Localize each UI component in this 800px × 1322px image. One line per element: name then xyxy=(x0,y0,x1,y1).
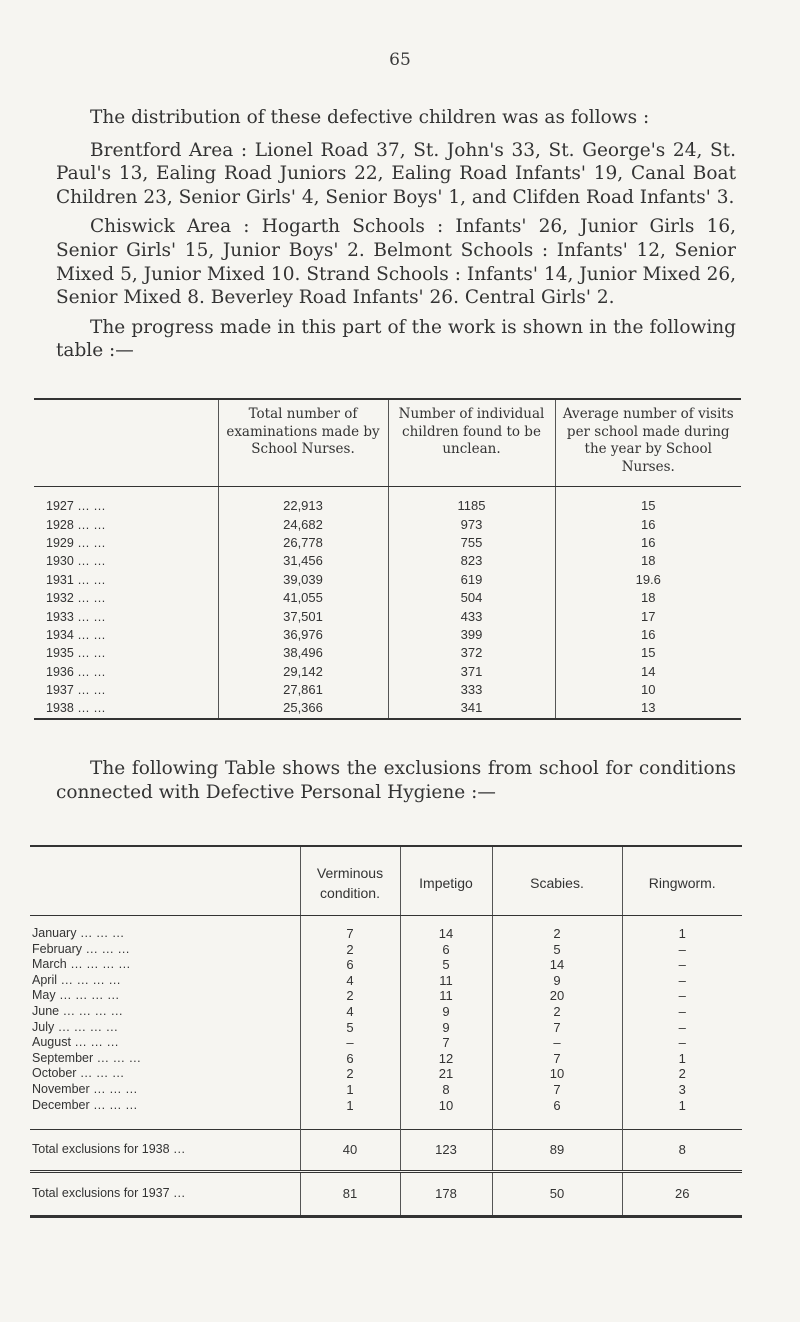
table-row: 1930 … … 31,456 823 18 xyxy=(34,552,741,570)
column-header-unclean-children: Number of individual children found to be unclean. xyxy=(388,399,555,487)
table-row: March … … … … 6 5 14 – xyxy=(30,957,742,973)
column-header-scabies: Scabies. xyxy=(492,846,622,916)
body-text xyxy=(56,106,736,363)
table-row: 1933 … … 37,501 433 17 xyxy=(34,607,741,625)
column-header-verminous: Verminous condition. xyxy=(300,846,400,916)
paragraph-chiswick-area: Chiswick Area : Hogarth Schools : Infants' 26, Junior Girls 16, Senior Girls' 15, Junior Boys' 2. Belmont Schools : Infants' 12, Senior Mixed 5, Junior Mixed 10. Strand Schools : Infants' 14, Junior Mixed 26, Senior Mixed 8. Beverley Road Infants' 26. Central Girls' 2. xyxy=(56,216,736,309)
table-row: November … … … 1 8 7 3 xyxy=(30,1082,742,1098)
table-row: July … … … … 5 9 7 – xyxy=(30,1020,742,1036)
table-row: 1934 … … 36,976 399 16 xyxy=(34,626,741,644)
table-row: 1929 … … 26,778 755 16 xyxy=(34,534,741,552)
table-row: February … … … 2 6 5 – xyxy=(30,942,742,958)
column-header-year xyxy=(34,399,218,487)
table-row: 1935 … … 38,496 372 15 xyxy=(34,644,741,662)
exclusions-table-header xyxy=(30,846,742,916)
table-row: May … … … … 2 11 20 – xyxy=(30,988,742,1004)
table-row: 1937 … … 27,861 333 10 xyxy=(34,681,741,699)
table-row: August … … … – 7 – – xyxy=(30,1035,742,1051)
paragraph-exclusions-intro: The following Table shows the exclusions from school for conditions connected with Defective Personal Hygiene :— xyxy=(56,758,736,803)
table-row: 1936 … … 29,142 371 14 xyxy=(34,663,741,681)
table-row: June … … … … 4 9 2 – xyxy=(30,1004,742,1020)
table-row: December … … … 1 10 6 1 xyxy=(30,1098,742,1130)
table-row: September … … … 6 12 7 1 xyxy=(30,1051,742,1067)
table-row: April … … … … 4 11 9 – xyxy=(30,973,742,989)
exclusions-table xyxy=(30,845,742,1218)
column-header-examinations: Total number of examinations made by School Nurses. xyxy=(218,399,388,487)
table-row: 1932 … … 41,055 504 18 xyxy=(34,589,741,607)
table-row: October … … … 2 21 10 2 xyxy=(30,1066,742,1082)
progress-table xyxy=(34,398,741,720)
page-number: 65 xyxy=(389,50,411,70)
paragraph-progress-intro: The progress made in this part of the work is shown in the following table :— xyxy=(56,316,736,362)
table-row: January … … … 7 14 2 1 xyxy=(30,916,742,942)
table-row: 1927 … … 22,913 1185 15 xyxy=(34,487,741,516)
total-row-1937: Total exclusions for 1937 … 81 178 50 26 xyxy=(30,1172,742,1217)
column-header-month xyxy=(30,846,300,916)
table-row: 1938 … … 25,366 341 13 xyxy=(34,699,741,718)
paragraph-brentford-area: Brentford Area : Lionel Road 37, St. John's 33, St. George's 24, St. Paul's 13, Ealing Road Juniors 22, Ealing Road Infants' 19, Canal Boat Children 23, Senior Girls' 4, Senior Boys' 1, and Clifden Road Infants' 3. xyxy=(56,139,736,208)
table-row: 1931 … … 39,039 619 19.6 xyxy=(34,571,741,589)
column-header-ringworm: Ringworm. xyxy=(622,846,742,916)
column-header-impetigo: Impetigo xyxy=(400,846,492,916)
progress-table-header xyxy=(34,399,741,487)
paragraph-distribution-intro: The distribution of these defective children was as follows : xyxy=(90,107,650,128)
total-row-1938: Total exclusions for 1938 … 40 123 89 8 xyxy=(30,1130,742,1172)
column-header-average-visits: Average number of visits per school made during the year by School Nurses. xyxy=(555,399,741,487)
table-row: 1928 … … 24,682 973 16 xyxy=(34,515,741,533)
exclusions-intro-block xyxy=(56,757,736,804)
